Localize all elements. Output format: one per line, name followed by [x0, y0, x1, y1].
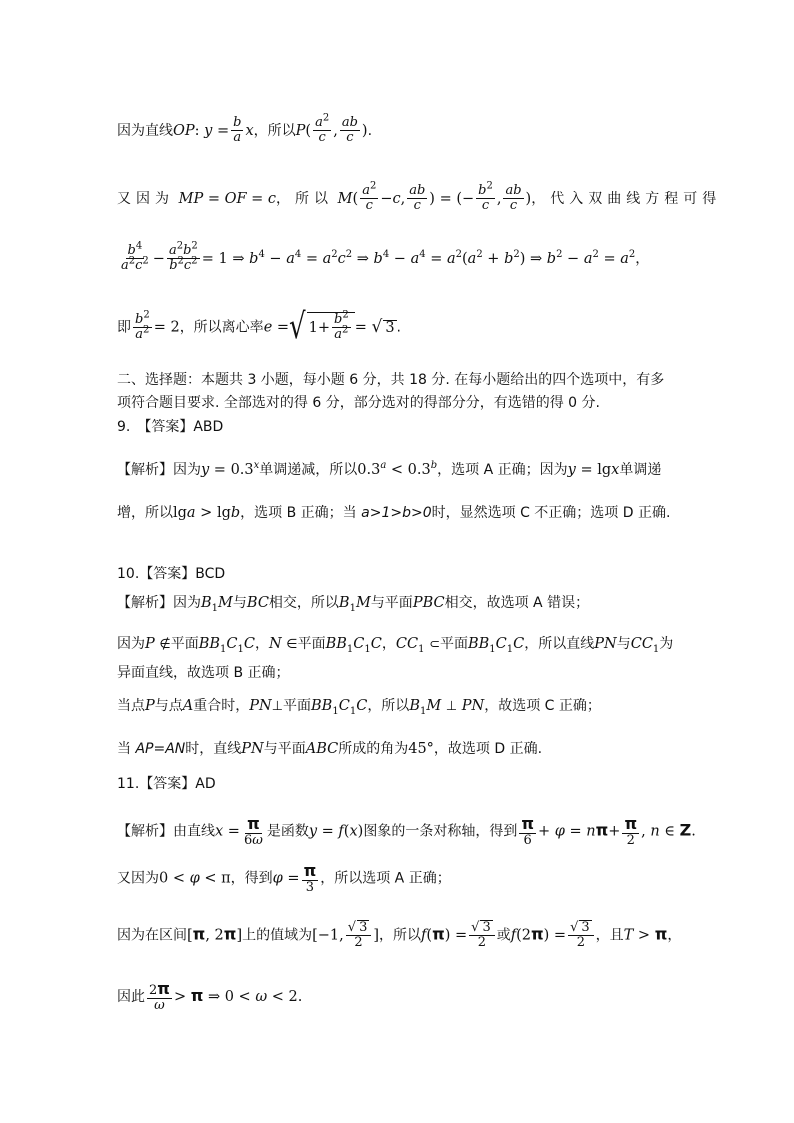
- q11-analysis-line3: 因为在区间[π, 2π]上的值域为[−1, √ 3 2 ]，所以f(π) = √ 3 2 或f(2π) = √ 3 2 ，且T > π，: [117, 919, 682, 951]
- section-intro-line2: 项符合题目要求. 全部选对的得 6 分，部分选对的得部分分，有选错的得 0 分.: [117, 395, 600, 411]
- q10-analysis-line3: 异面直线，故选项 B 正确；: [117, 665, 290, 681]
- q11-analysis-line4: 因此 $\frac{2\pi}{\omega}$ > π ⇒ 0 < ω < 2.: [117, 979, 303, 1014]
- q10-analysis-line1: 【解析】因为$B_1M$与BC相交，所以$B_1M$与平面PBC相交，故选项 A 错误；: [117, 595, 590, 614]
- section-intro-line1: 二、选择题：本题共 3 小题，每小题 6 分，共 18 分. 在每小题给出的四个选项中，有多: [117, 372, 665, 388]
- q9-answer: 9. 【答案】ABD: [117, 419, 224, 435]
- q9-analysis-line2: 增，所以lga > lgb，选项 B 正确；当 a>1>b>0时，显然选项 C 不正确；选项 D 正确.: [117, 505, 671, 521]
- q10-answer: 10.【答案】BCD: [117, 566, 226, 582]
- q10-analysis-line2: 因为P ∉平面$BB_1C_1C$，N ∈平面$BB_1C_1C$，$CC_1$ ⊂平面$BB_1C_1C$，所以直线PN与$CC_1$为: [117, 636, 674, 655]
- solution-line-equation: $\frac{b^4}{a^2c^2}$ − $\frac{a^2b^2}{b^2c^2}$ = 1 ⇒ $b^4 - a^4 = a^2c^2$ ⇒ $b^4 - a^4 = a^2(a^2 + b^2)$ ⇒ $b^2 - a^2 = a^2$，: [121, 240, 650, 274]
- solution-line-op: 因为直线OP: y = $\frac{b}{a}$ x，所以P( $\frac{a^2}{c}$ , $\frac{ab}{c}$ ).: [117, 112, 373, 146]
- q9-analysis-line1: 【解析】因为$y = 0.3^x$单调递减，所以0.3$^a$ < 0.3$^b$，选项 A 正确；因为y = lgx单调递: [117, 460, 662, 478]
- q11-analysis-line1: 【解析】由直线x = $\frac{\pi}{6\omega}$ 是函数y = f(x)图象的一条对称轴，得到 $\frac{\pi}{6}$ + φ = nπ+ $\frac{\pi}{2}$ , n ∈ Z.: [117, 814, 696, 848]
- q11-analysis-line2: 又因为0 < φ < π，得到φ = $\frac{\pi}{3}$ ，所以选项 A 正确；: [117, 861, 451, 895]
- q11-answer: 11.【答案】AD: [117, 776, 216, 792]
- solution-line-mp: 又因为 MP = OF = c，所以 M( $\frac{a^2}{c}$ −c, $\frac{ab}{c}$ ) = (− $\frac{b^2}{c}$ , $\frac{ab}{c}$ )，代入双曲线方程可得: [117, 180, 722, 214]
- q10-analysis-line5: 当 AP=AN时，直线PN与平面ABC所成的角为45°，故选项 D 正确.: [117, 741, 543, 757]
- solution-line-eccentricity: 即 $\frac{b^2}{a^2}$ = 2，所以离心率e = √ 1+ $\frac{b^2}{a^2}$ = √ 3 .: [117, 307, 401, 348]
- q10-analysis-line4: 当点P与点A重合时，PN⊥平面$BB_1C_1C$，所以$B_1M$ ⊥ PN，故选项 C 正确；: [117, 698, 601, 717]
